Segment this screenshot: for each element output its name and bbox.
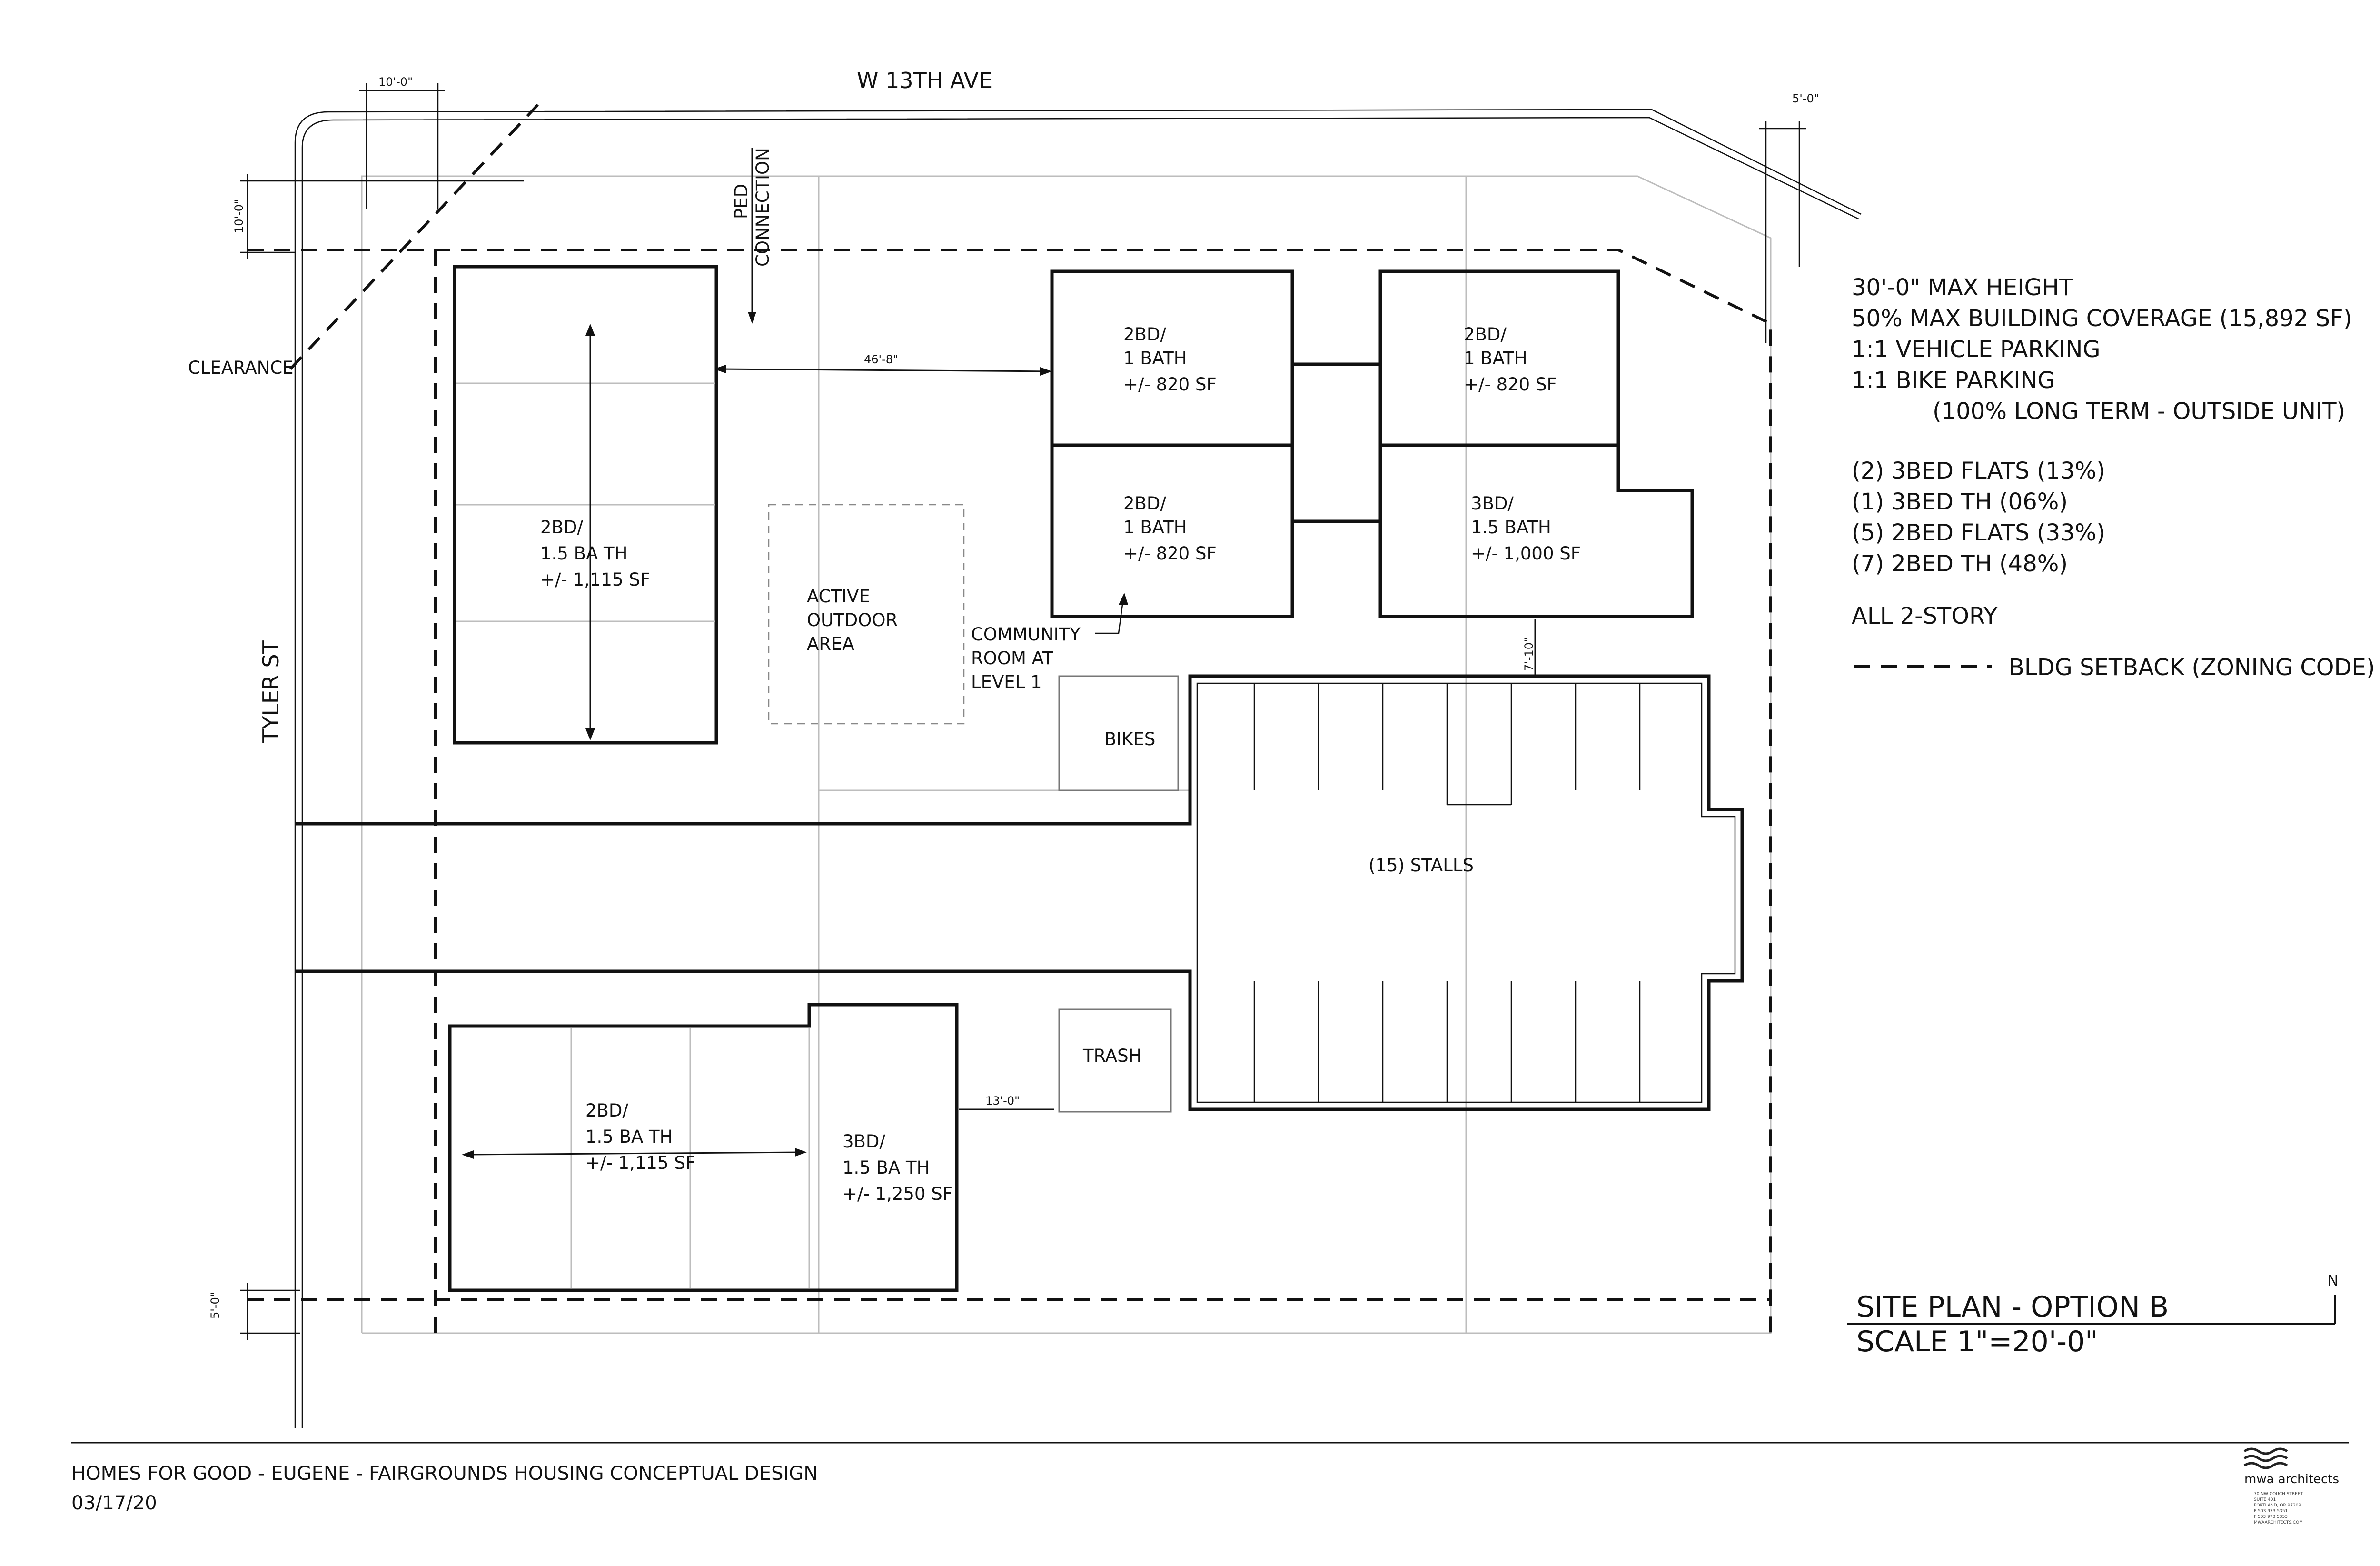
dim-7-label: 7'-10": [1522, 637, 1536, 671]
arrow-head: [462, 1150, 474, 1159]
parking-stalls-south: [1254, 981, 1640, 1102]
community-room-line1: COMMUNITY: [971, 624, 1081, 645]
ped-connection-label-2: CONNECTION: [753, 148, 773, 267]
trash-label: TRASH: [1083, 1046, 1142, 1066]
unit-nw-line3: +/- 1,115 SF: [540, 569, 651, 590]
unit-sw3-line2: 1.5 BA TH: [843, 1157, 930, 1178]
clearance-diagonal: [290, 105, 538, 369]
dim-top-10-label: 10'-0": [378, 75, 413, 89]
flat-d-line3: +/- 1,000 SF: [1471, 543, 1581, 564]
clearance-label: CLEARANCE: [188, 358, 294, 378]
community-room-line2: ROOM AT: [971, 648, 1053, 668]
community-room-line3: LEVEL 1: [971, 672, 1042, 692]
street-north-label: W 13TH AVE: [857, 68, 993, 93]
arrow-head: [1119, 593, 1128, 605]
setback-line: [248, 250, 1771, 1338]
arrow-head: [748, 312, 756, 324]
unit-mix-3: (5) 2BED FLATS (33%): [1852, 519, 2106, 546]
firm-address-4: P 503 973 5351: [2254, 1509, 2288, 1514]
note-coverage: 50% MAX BUILDING COVERAGE (15,892 SF): [1852, 305, 2352, 332]
bikes-label: BIKES: [1104, 729, 1156, 749]
arrow-head: [585, 324, 595, 336]
ped-connection-label-1: PED: [731, 183, 752, 219]
sheet-title: SITE PLAN - OPTION B: [1856, 1290, 2169, 1324]
dim-46-label: 46'-8": [864, 353, 899, 366]
unit-mix-2: (1) 3BED TH (06%): [1852, 489, 2068, 515]
unit-sw-line2: 1.5 BA TH: [585, 1127, 673, 1147]
unit-mix-4: (7) 2BED TH (48%): [1852, 550, 2068, 577]
dim-bottom-5-label: 5'-0": [208, 1292, 222, 1319]
arrow-head: [585, 728, 595, 740]
firm-address-3: PORTLAND, OR 97209: [2254, 1503, 2301, 1508]
flat-a-line2: 1 BATH: [1123, 348, 1187, 369]
right-of-way-line: [362, 176, 1771, 1333]
flat-a-line3: +/- 820 SF: [1123, 374, 1217, 395]
north-label: N: [2328, 1273, 2339, 1289]
stalls-label: (15) STALLS: [1368, 855, 1474, 876]
note-max-height: 30'-0" MAX HEIGHT: [1852, 274, 2073, 301]
firm-name: mwa architects: [2244, 1472, 2340, 1486]
unit-sw-line3: +/- 1,115 SF: [585, 1153, 696, 1173]
flat-a-line1: 2BD/: [1123, 324, 1166, 345]
flat-d-line2: 1.5 BATH: [1471, 517, 1551, 538]
dim-side-10-label: 10'-0": [232, 199, 246, 233]
flat-c-line3: +/- 820 SF: [1464, 374, 1557, 395]
firm-address-2: SUITE 401: [2254, 1497, 2276, 1502]
unit-nw-line2: 1.5 BA TH: [540, 543, 628, 564]
flat-c-line2: 1 BATH: [1464, 348, 1527, 369]
firm-address-5: F 503 973 5353: [2254, 1515, 2288, 1519]
flat-c-line1: 2BD/: [1464, 324, 1507, 345]
dim-13-label: 13'-0": [985, 1094, 1020, 1107]
unit-sw3-line1: 3BD/: [843, 1131, 885, 1152]
footer-project: HOMES FOR GOOD - EUGENE - FAIRGROUNDS HOUSING CONCEPTUAL DESIGN: [71, 1463, 818, 1485]
flat-b-line2: 1 BATH: [1123, 517, 1187, 538]
unit-nw-line1: 2BD/: [540, 517, 583, 538]
dim-top-5-label: 5'-0": [1792, 92, 1819, 105]
stories-note: ALL 2-STORY: [1852, 603, 1998, 629]
flat-b-line1: 2BD/: [1123, 493, 1166, 514]
street-west-label: TYLER ST: [258, 640, 284, 743]
flat-d-line1: 3BD/: [1471, 493, 1514, 514]
property-line-north: [295, 110, 1861, 1428]
note-vehicle-parking: 1:1 VEHICLE PARKING: [1852, 336, 2101, 363]
arrow-head: [795, 1148, 807, 1157]
note-bike-parking: 1:1 BIKE PARKING: [1852, 367, 2055, 394]
unit-sw3-line3: +/- 1,250 SF: [843, 1184, 953, 1204]
active-outdoor-line2: OUTDOOR: [807, 610, 898, 630]
dimension-46-line: [716, 369, 1050, 371]
mwa-logo-icon: [2244, 1449, 2287, 1468]
curb-line-north: [302, 118, 1859, 1428]
parking-stalls-north: [1190, 683, 1640, 805]
firm-address-6: MWAARCHITECTS.COM: [2254, 1520, 2303, 1525]
active-outdoor-line3: AREA: [807, 634, 854, 654]
unit-sw-line1: 2BD/: [585, 1100, 628, 1121]
legend-setback-label: BLDG SETBACK (ZONING CODE): [2009, 654, 2375, 681]
unit-mix-1: (2) 3BED FLATS (13%): [1852, 458, 2106, 484]
arrow-head: [1040, 367, 1052, 376]
flat-b-line3: +/- 820 SF: [1123, 543, 1217, 564]
note-long-term: (100% LONG TERM - OUTSIDE UNIT): [1933, 398, 2346, 425]
sheet-scale: SCALE 1"=20'-0": [1856, 1325, 2098, 1358]
footer-date: 03/17/20: [71, 1492, 157, 1514]
active-outdoor-line1: ACTIVE: [807, 586, 870, 607]
firm-address-1: 70 NW COUCH STREET: [2254, 1492, 2303, 1496]
